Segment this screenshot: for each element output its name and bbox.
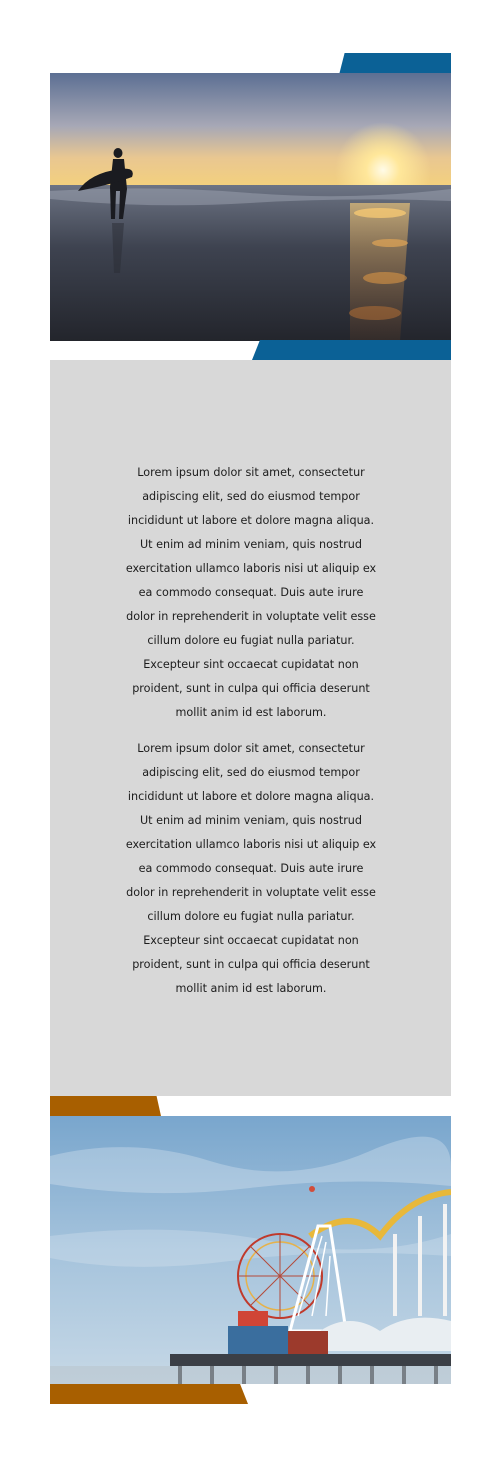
amusement-pier-image bbox=[50, 1116, 451, 1384]
pier-ferris-wheel-photo bbox=[50, 1116, 451, 1384]
orange-accent-bar-top bbox=[50, 1096, 161, 1116]
paragraph-2: Lorem ipsum dolor sit amet, consectetur adipiscing elit, sed do eiusmod tempor incididunt ut labore et dolore magna aliqua. Ut enim ad minim veniam, quis nostrud exercitation ullamco laboris nisi ut aliquip ex ea commodo consequat. Duis aute irure dolor in reprehenderit in voluptate velit esse cillum dolore eu fugiat nulla pariatur. Excepteur sint occaecat cupidatat non proident, sunt in culpa qui officia deserunt mollit anim id est laborum. bbox=[125, 742, 377, 995]
body-text bbox=[124, 461, 378, 1013]
blue-accent-bar-bottom bbox=[252, 340, 451, 360]
surfer-sunset-photo bbox=[50, 73, 451, 341]
orange-accent-bar-bottom bbox=[50, 1384, 248, 1404]
paragraph-1: Lorem ipsum dolor sit amet, consectetur adipiscing elit, sed do eiusmod tempor incididunt ut labore et dolore magna aliqua. Ut enim ad minim veniam, quis nostrud exercitation ullamco laboris nisi ut aliquip ex ea commodo consequat. Duis aute irure dolor in reprehenderit in voluptate velit esse cillum dolore eu fugiat nulla pariatur. Excepteur sint occaecat cupidatat non proident, sunt in culpa qui officia deserunt mollit anim id est laborum. bbox=[125, 466, 377, 719]
text-panel bbox=[50, 360, 451, 1096]
blue-accent-bar-top bbox=[339, 53, 451, 75]
beach-sunset-image bbox=[50, 73, 451, 341]
